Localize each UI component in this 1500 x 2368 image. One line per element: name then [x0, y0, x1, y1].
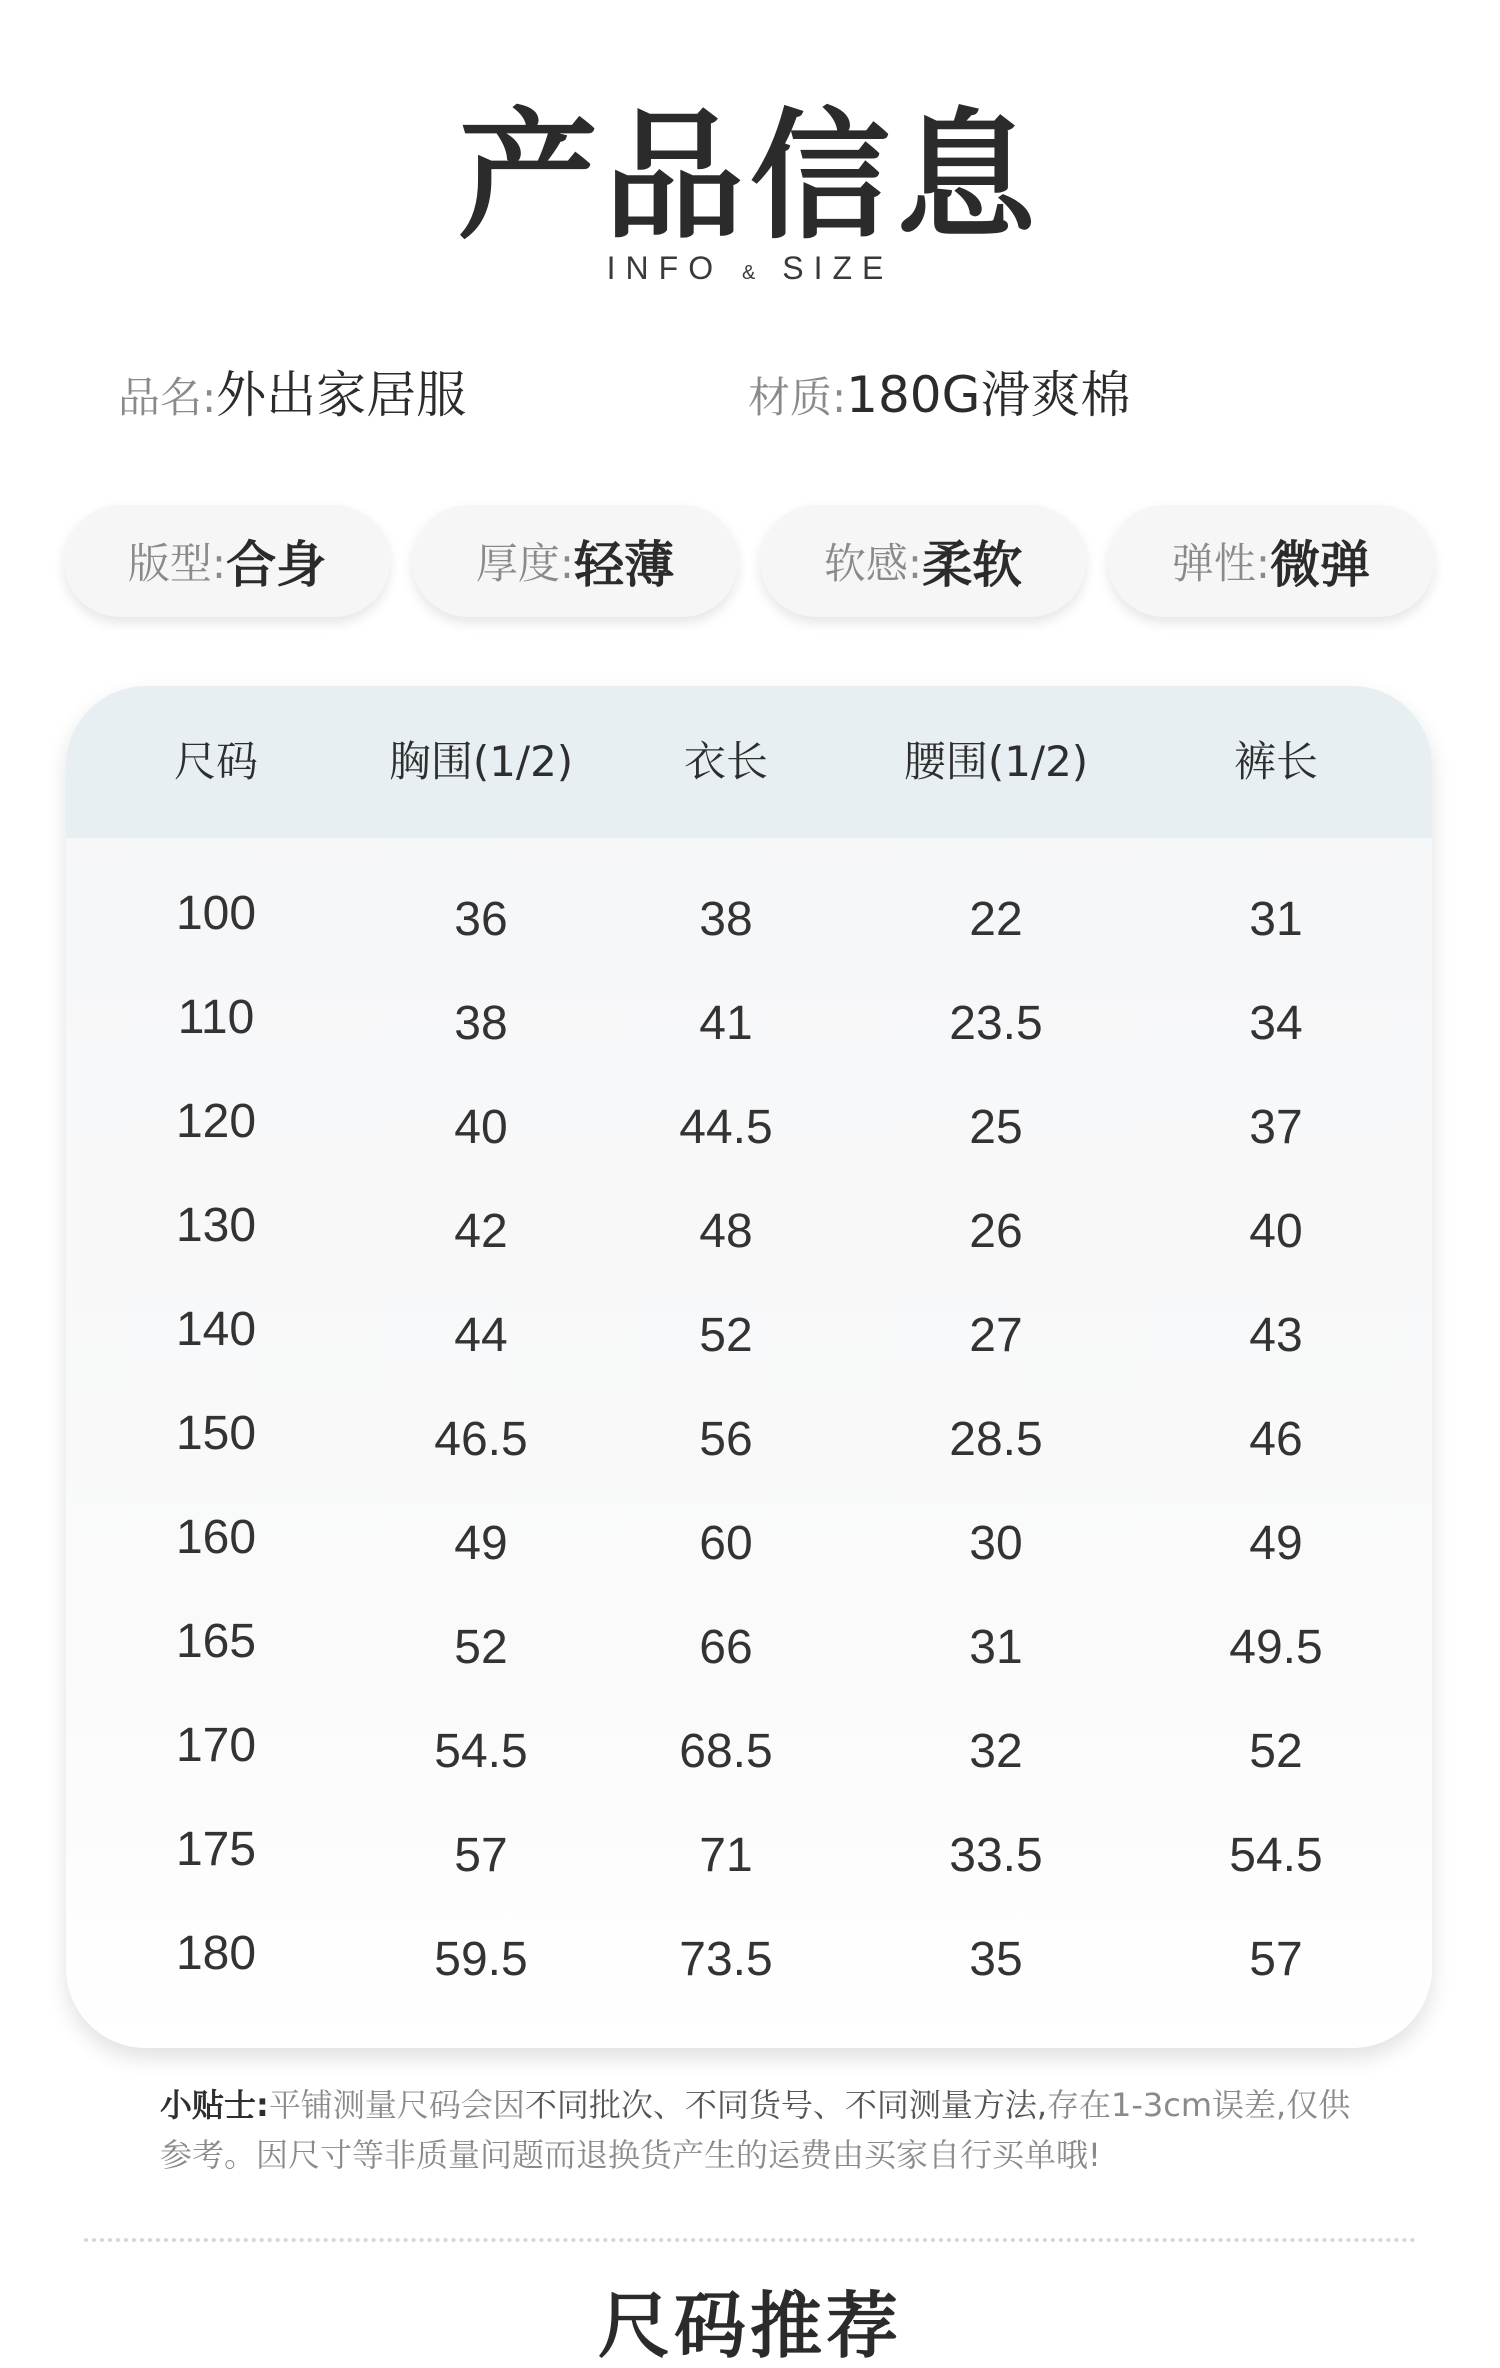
- table-row: [66, 1076, 1432, 1180]
- cell-chest: 59.5: [434, 1933, 528, 1986]
- attribute-pill-softness: [760, 505, 1086, 617]
- tips-text-1: 平铺测量尺码会因: [268, 2086, 525, 2124]
- table-row: [66, 868, 1432, 972]
- cell-chest: 38: [454, 997, 508, 1050]
- cell-chest: 44: [454, 1309, 508, 1362]
- tips-label: 小贴士:: [160, 2086, 269, 2124]
- cell-pants-length: 46: [1249, 1413, 1303, 1466]
- cell-top-length: 52: [699, 1309, 753, 1362]
- cell-waist: 28.5: [949, 1413, 1043, 1466]
- cell-top-length: 73.5: [679, 1933, 773, 1986]
- header-top-length: 衣长: [683, 737, 768, 786]
- cell-chest: 46.5: [434, 1413, 528, 1466]
- cell-waist: 30: [969, 1517, 1023, 1570]
- cell-chest: 57: [454, 1829, 508, 1882]
- attribute-label: 厚度:: [475, 539, 575, 588]
- cell-pants-length: 34: [1249, 997, 1303, 1050]
- attribute-label: 软感:: [823, 539, 923, 588]
- cell-pants-length: 43: [1249, 1309, 1303, 1362]
- table-row: [66, 1388, 1432, 1492]
- table-row: [66, 1596, 1432, 1700]
- cell-pants-length: 54.5: [1229, 1829, 1323, 1882]
- cell-waist: 23.5: [949, 997, 1043, 1050]
- material-label: 材质:: [748, 373, 847, 422]
- cell-size: 140: [175, 1303, 257, 1356]
- attribute-pill-elasticity: [1108, 505, 1434, 617]
- cell-chest: 42: [454, 1205, 508, 1258]
- product-name-label: 品名:: [118, 373, 217, 422]
- header-waist: 腰围(1/2): [903, 737, 1089, 786]
- size-recommendation-title: 尺码推荐: [597, 2284, 902, 2368]
- cell-waist: 32: [969, 1725, 1023, 1778]
- cell-size: 175: [175, 1823, 257, 1876]
- cell-waist: 27: [969, 1309, 1023, 1362]
- cell-waist: 26: [969, 1205, 1023, 1258]
- cell-pants-length: 31: [1249, 893, 1303, 946]
- cell-pants-length: 52: [1249, 1725, 1303, 1778]
- cell-top-length: 44.5: [679, 1101, 773, 1154]
- table-row: [66, 1804, 1432, 1908]
- cell-top-length: 60: [699, 1517, 753, 1570]
- subtitle-info: INFO: [606, 250, 724, 286]
- size-table: [66, 686, 1432, 2048]
- attribute-value: 合身: [226, 536, 327, 594]
- cell-chest: 36: [454, 893, 508, 946]
- cell-pants-length: 49.5: [1229, 1621, 1323, 1674]
- subtitle-ampersand: &: [741, 262, 764, 284]
- table-row: [66, 1908, 1432, 2012]
- cell-chest: 49: [454, 1517, 508, 1570]
- cell-size: 150: [175, 1407, 257, 1460]
- cell-top-length: 71: [699, 1829, 753, 1882]
- cell-top-length: 66: [699, 1621, 753, 1674]
- cell-top-length: 68.5: [679, 1725, 773, 1778]
- attribute-value: 柔软: [922, 536, 1023, 594]
- table-row: [66, 1180, 1432, 1284]
- header-chest: 胸围(1/2): [388, 737, 574, 786]
- attribute-pill-thickness: [412, 505, 738, 617]
- cell-size: 160: [175, 1511, 257, 1564]
- cell-waist: 35: [969, 1933, 1023, 1986]
- cell-chest: 40: [454, 1101, 508, 1154]
- material-value: 180G滑爽棉: [846, 366, 1131, 424]
- cell-pants-length: 49: [1249, 1517, 1303, 1570]
- cell-pants-length: 40: [1249, 1205, 1303, 1258]
- table-row: [66, 1284, 1432, 1388]
- cell-top-length: 48: [699, 1205, 753, 1258]
- cell-chest: 54.5: [434, 1725, 528, 1778]
- attribute-label: 弹性:: [1171, 539, 1271, 588]
- size-table-header: [66, 686, 1432, 838]
- table-row: [66, 1492, 1432, 1596]
- cell-top-length: 56: [699, 1413, 753, 1466]
- table-row: [66, 1700, 1432, 1804]
- attribute-value: 轻薄: [574, 536, 675, 594]
- cell-top-length: 41: [699, 997, 753, 1050]
- cell-waist: 22: [969, 893, 1023, 946]
- product-name-row: [118, 365, 466, 428]
- cell-pants-length: 37: [1249, 1101, 1303, 1154]
- page-subtitle: [0, 250, 1500, 287]
- cell-size: 165: [175, 1615, 257, 1668]
- cell-waist: 31: [969, 1621, 1023, 1674]
- attribute-value: 微弹: [1270, 536, 1371, 594]
- cell-size: 100: [175, 887, 257, 940]
- cell-waist: 33.5: [949, 1829, 1043, 1882]
- product-name-value: 外出家居服: [216, 366, 467, 424]
- cell-size: 110: [177, 991, 255, 1044]
- cell-size: 120: [175, 1095, 257, 1148]
- material-row: [748, 365, 1130, 428]
- cell-chest: 52: [454, 1621, 508, 1674]
- attribute-pills: [60, 505, 1440, 621]
- tips-note: [160, 2080, 1360, 2180]
- attribute-label: 版型:: [127, 539, 227, 588]
- table-row: [66, 972, 1432, 1076]
- subtitle-size: SIZE: [782, 250, 894, 286]
- page-title: 产品信息: [457, 96, 1042, 259]
- cell-size: 170: [175, 1719, 257, 1772]
- header-pants-length: 裤长: [1233, 737, 1318, 786]
- cell-waist: 25: [969, 1101, 1023, 1154]
- tips-text-3: 存在1-3cm误差,仅供参考。因尺寸等非质量问题而退换货产生的运费由买家自行买单哦!: [160, 2086, 1351, 2174]
- cell-size: 180: [175, 1927, 257, 1980]
- cell-top-length: 38: [699, 893, 753, 946]
- cell-pants-length: 57: [1249, 1933, 1303, 1986]
- header-size: 尺码: [173, 737, 258, 786]
- tips-text-2: 不同批次、不同货号、不同测量方法,: [524, 2086, 1048, 2124]
- attribute-pill-fit: [64, 505, 390, 617]
- section-divider: [84, 2238, 1416, 2242]
- cell-size: 130: [175, 1199, 257, 1252]
